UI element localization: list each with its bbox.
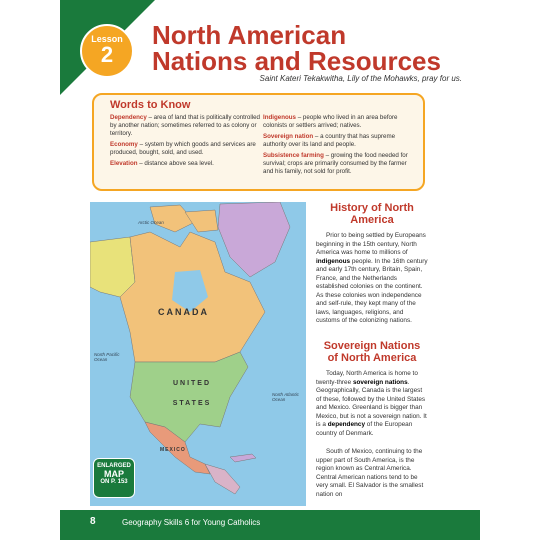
history-heading-line-2: America — [350, 214, 394, 226]
enlarged-text-1: ENLARGED — [97, 463, 131, 469]
history-heading-line-1: History of North — [330, 202, 414, 214]
mexico-label: MEXICO — [160, 447, 186, 453]
definition-item — [263, 133, 413, 149]
pacific-ocean-label: North Pacific Ocean — [94, 352, 120, 362]
term: Dependency — [110, 114, 147, 121]
canada-label: CANADA — [158, 307, 209, 317]
dependency-bold-term: dependency — [327, 421, 366, 428]
history-text-1: Prior to being settled by Europeans beginning in the 15th century, North America was home to millions of — [316, 232, 426, 256]
words-to-know-heading: Words to Know — [110, 99, 191, 111]
enlarged-map-badge — [93, 458, 135, 498]
term: Economy — [110, 141, 138, 148]
prayer-line: Saint Kateri Tekakwitha, Lily of the Mohawks, pray for us. — [259, 74, 462, 83]
term: Elevation — [110, 160, 138, 167]
lesson-word: Lesson — [91, 34, 123, 44]
definition: – distance above sea level. — [137, 160, 214, 167]
term: Subsistence farming — [263, 152, 324, 159]
title-line-1: North American — [152, 20, 347, 50]
sovereign-heading-line-2: of North America — [327, 352, 417, 364]
arctic-ocean-label: Arctic Ocean — [138, 220, 164, 225]
sovereign-paragraph-1 — [316, 370, 428, 438]
lesson-number: 2 — [100, 42, 114, 67]
definition: – area of land that is politically controlled by another nation; sometimes referred to as colony or territory. — [110, 114, 260, 137]
enlarged-text-3: ON P. 153 — [100, 479, 128, 485]
definition-item — [110, 114, 260, 138]
sovereign-text-1: Today, North America is home to twenty-three — [316, 370, 418, 386]
sovereign-heading-line-1: Sovereign Nations — [323, 340, 421, 352]
definition-item — [110, 141, 260, 157]
words-to-know-box — [92, 93, 425, 191]
words-column-left — [110, 114, 260, 171]
history-paragraph — [316, 232, 428, 326]
term: Sovereign nation — [263, 133, 314, 140]
book-title: Geography Skills 6 for Young Catholics — [122, 518, 261, 527]
term: Indigenous — [263, 114, 296, 121]
definition-item — [263, 152, 413, 176]
definition-item — [263, 114, 413, 130]
atlantic-ocean-label: North Atlantic Ocean — [272, 392, 299, 402]
sovereign-heading — [314, 340, 430, 364]
definition: – people who lived in an area before colonists or settlers arrived; natives. — [263, 114, 398, 129]
page-title — [152, 22, 472, 74]
sovereign-text-2: . Geographically, Canada is the largest of these, followed by the United States and Mexico. Greenland is bigger than Mexico, but is not a sovereign nation. It is a — [316, 378, 427, 428]
us-label: UNITED STATES — [172, 380, 212, 407]
words-column-right — [263, 114, 413, 179]
definition: – system by which goods and services are produced, bought, sold, and used. — [110, 141, 256, 156]
page-number: 8 — [90, 516, 96, 527]
definition: – growing the food needed for survival; crops are primarily consumed by the farmer and his family, not sold for profit. — [263, 152, 408, 175]
definition: – a country that has supreme authority over its land and people. — [263, 133, 396, 148]
history-text-2: people. In the 16th century and early 17th century, Britain, Spain, France, and the Netherlands established colonies on the continent. As these colonies won independence and self-rule, they kept many of the laws, languages, religions, and customs of the colonizing nations. — [316, 257, 428, 324]
sovereign-paragraph-2: South of Mexico, continuing to the upper part of South America, is the region known as Central America. Central American nations tend to be very small. El Salvador is the smallest nation on — [316, 448, 424, 498]
lesson-badge — [80, 24, 134, 78]
title-line-2: Nations and Resources — [152, 46, 441, 76]
definition-item — [110, 160, 260, 168]
history-bold-term: indigenous — [316, 257, 351, 265]
sovereign-bold-term: sovereign nations — [352, 378, 408, 386]
enlarged-text-2: MAP — [104, 469, 124, 479]
history-heading — [314, 202, 430, 226]
sovereign-text-3: of the European country of Denmark. — [316, 421, 413, 437]
